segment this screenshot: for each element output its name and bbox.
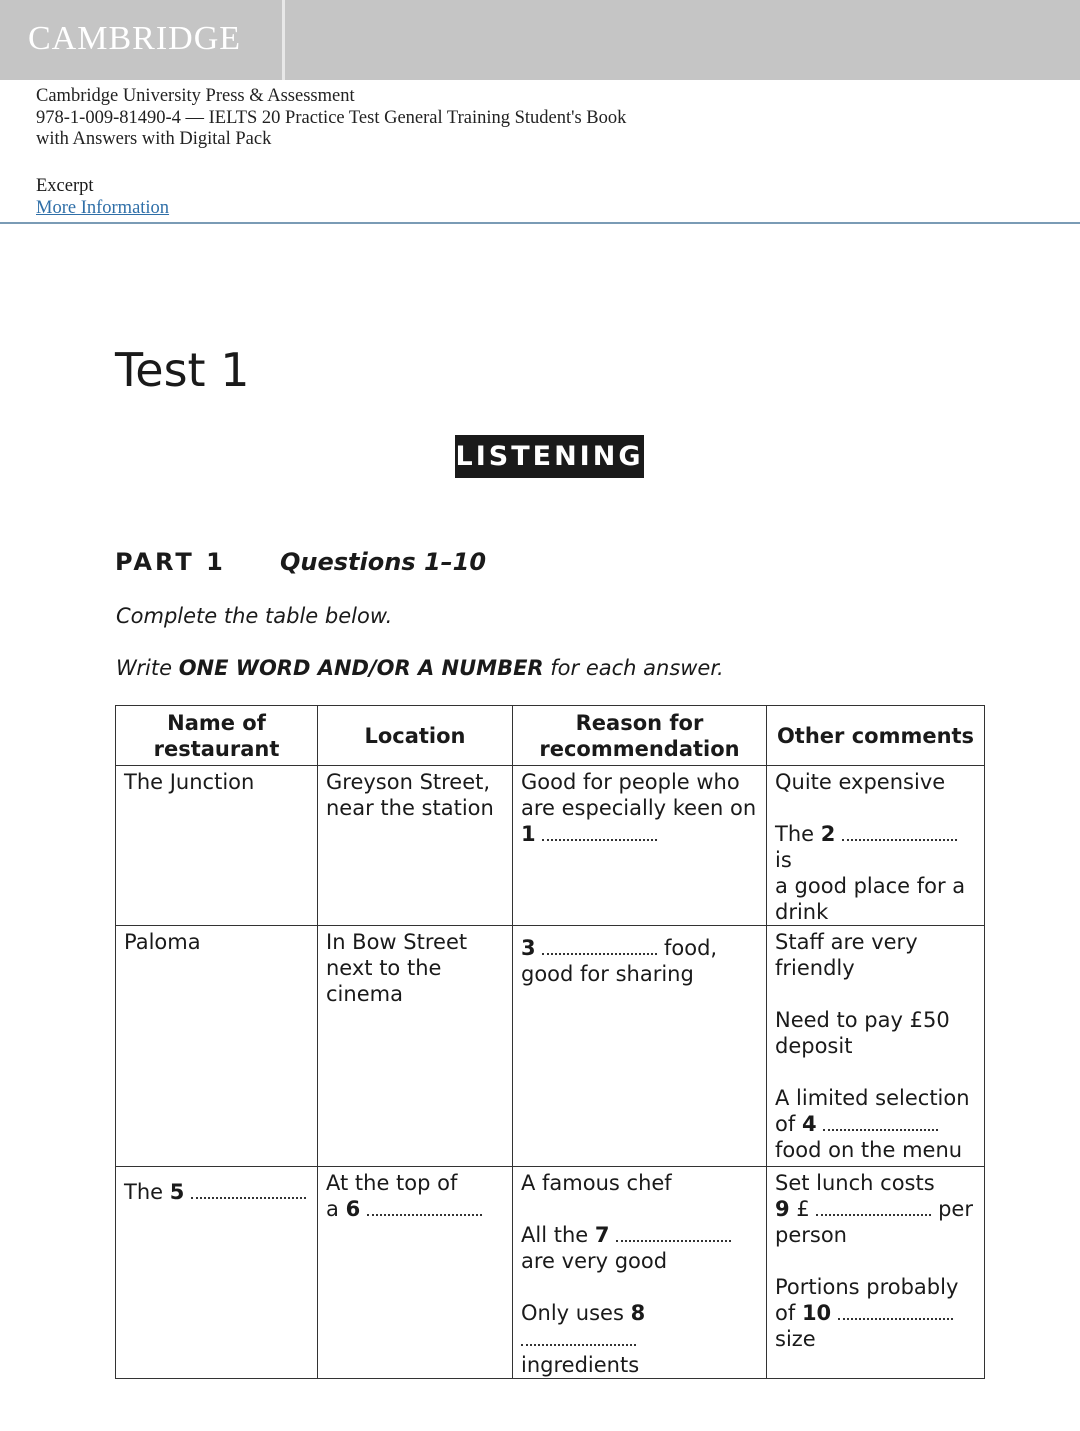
- excerpt-block: [36, 175, 169, 219]
- cell-reason: [513, 926, 767, 1167]
- header-divider: [0, 222, 1080, 224]
- comment-line: [775, 1196, 976, 1222]
- excerpt-label: Excerpt: [36, 176, 94, 196]
- currency-symbol: £: [796, 1197, 810, 1221]
- comment-prefix: of: [775, 1301, 796, 1325]
- question-number: 7: [594, 1223, 610, 1247]
- cell-comments: [767, 766, 985, 926]
- comment-continuation: a good place for a drink: [775, 874, 966, 924]
- restaurant-table: [115, 705, 985, 1379]
- comment-suffix: is: [775, 848, 792, 872]
- table-header-row: [116, 706, 985, 766]
- comment-prefix: Portions probably: [775, 1275, 959, 1299]
- comment-suffix: per: [938, 1197, 973, 1221]
- cell-comments: [767, 926, 985, 1167]
- comment-text: [775, 1274, 976, 1352]
- publisher-name: Cambridge University Press & Assessment: [36, 86, 355, 106]
- comment-continuation: person: [775, 1223, 847, 1247]
- header-name: Name of restaurant: [116, 706, 318, 766]
- question-number: 4: [801, 1112, 817, 1136]
- question-number: 5: [169, 1180, 185, 1204]
- reason-suffix: food,: [664, 936, 718, 960]
- header-location: Location: [318, 706, 513, 766]
- reason-continuation: good for sharing: [521, 962, 694, 986]
- cell-name: Paloma: [116, 926, 318, 1167]
- answer-blank[interactable]: [823, 1115, 938, 1131]
- more-information-link[interactable]: More Information: [36, 198, 170, 218]
- cell-reason: [513, 766, 767, 926]
- answer-blank[interactable]: [542, 939, 657, 955]
- comment-continuation: food on the menu: [775, 1138, 963, 1162]
- table-row: [116, 926, 985, 1167]
- question-number: 8: [630, 1301, 646, 1325]
- reason-prefix: Only uses: [521, 1301, 624, 1325]
- book-title-line1: 978-1-009-81490-4 — IELTS 20 Practice Test General Training Student's Book: [36, 107, 627, 128]
- comment-text: Quite expensive: [775, 770, 946, 794]
- cambridge-logo: [0, 0, 285, 80]
- questions-range: Questions 1–10: [280, 548, 487, 576]
- comment-prefix: of: [775, 1112, 796, 1136]
- location-line: [326, 1196, 504, 1222]
- answer-blank[interactable]: [616, 1226, 731, 1242]
- answer-blank[interactable]: [842, 825, 957, 841]
- question-number: 2: [820, 822, 836, 846]
- cell-name: [116, 1167, 318, 1379]
- table-row: [116, 766, 985, 926]
- cell-reason: [513, 1167, 767, 1379]
- comment-text: Set lunch costs: [775, 1171, 935, 1195]
- instruction-text: Write: [116, 656, 179, 680]
- reason-text: Good for people who are especially keen on: [521, 770, 757, 820]
- answer-blank[interactable]: [542, 825, 657, 841]
- part-label: PART 1: [115, 548, 226, 576]
- instruction-complete: Complete the table below.: [116, 604, 393, 628]
- comment-text: [775, 821, 976, 925]
- instruction-emphasis: ONE WORD AND/OR A NUMBER: [178, 656, 544, 680]
- publication-info: [36, 86, 836, 151]
- header-comments: Other comments: [767, 706, 985, 766]
- table-row: [116, 1167, 985, 1379]
- answer-blank[interactable]: [521, 1330, 636, 1346]
- question-number: 10: [801, 1301, 832, 1325]
- reason-prefix: All the: [521, 1223, 589, 1247]
- comment-text: Need to pay £50 deposit: [775, 1008, 950, 1058]
- reason-continuation: ingredients: [521, 1353, 640, 1377]
- reason-line: [521, 935, 758, 961]
- reason-text: A famous chef: [521, 1171, 672, 1195]
- header-reason: Reason for recommendation: [513, 706, 767, 766]
- comment-text: Staff are very friendly: [775, 930, 918, 980]
- cell-location: [318, 1167, 513, 1379]
- name-prefix: The: [124, 1180, 164, 1204]
- location-text: At the top of: [326, 1171, 458, 1195]
- cell-location: In Bow Street next to the cinema: [318, 926, 513, 1167]
- comment-continuation: size: [775, 1327, 816, 1351]
- reason-line: [521, 1222, 758, 1274]
- cell-comments: [767, 1167, 985, 1379]
- question-number: 3: [521, 936, 536, 960]
- location-prefix: a: [326, 1197, 339, 1221]
- section-label: LISTENING: [455, 435, 644, 478]
- reason-continuation: are very good: [521, 1249, 668, 1273]
- brand-name: CAMBRIDGE: [28, 20, 242, 57]
- name-line: [124, 1179, 309, 1205]
- reason-line: [521, 1300, 758, 1378]
- cell-name: The Junction: [116, 766, 318, 926]
- question-number: 6: [345, 1197, 361, 1221]
- cell-location: Greyson Street, near the station: [318, 766, 513, 926]
- comment-prefix: The: [775, 822, 815, 846]
- test-title: Test 1: [115, 343, 250, 397]
- answer-blank[interactable]: [816, 1200, 931, 1216]
- book-title-line2: with Answers with Digital Pack: [36, 129, 272, 149]
- instruction-answer-format: [116, 656, 724, 680]
- answer-blank[interactable]: [838, 1304, 953, 1320]
- question-number: 9: [775, 1197, 790, 1221]
- comment-text: [775, 1085, 976, 1163]
- question-number: 1: [521, 822, 536, 846]
- comment-prefix: A limited selection: [775, 1086, 970, 1110]
- answer-blank[interactable]: [191, 1183, 306, 1199]
- answer-blank[interactable]: [367, 1200, 482, 1216]
- instruction-text: for each answer.: [543, 656, 724, 680]
